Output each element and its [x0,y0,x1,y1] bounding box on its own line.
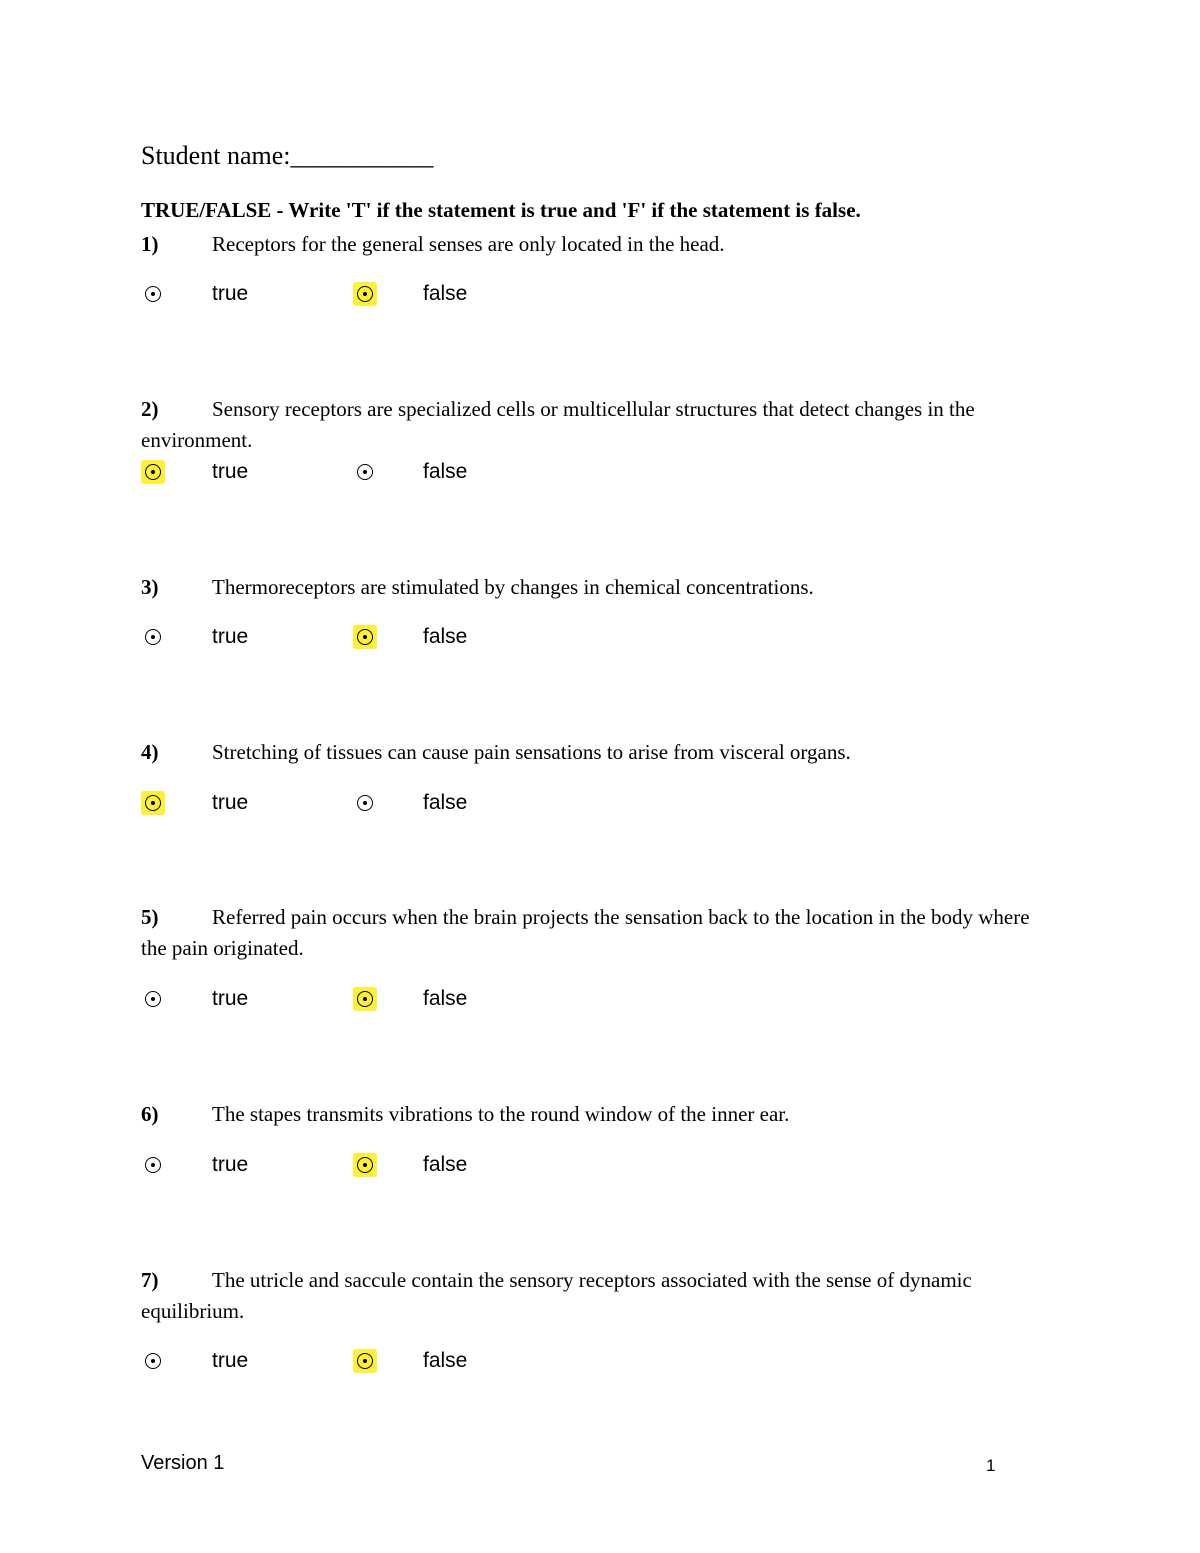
answer-options [141,1349,541,1379]
radio-dot-icon [151,1163,155,1167]
question-statement: Referred pain occurs when the brain projects the sensation back to the location in the body where the pain originated. [141,905,1030,960]
question-number: 3) [141,575,159,599]
radio-true[interactable] [141,625,165,649]
question-statement: Sensory receptors are specialized cells or multicellular structures that detect changes in the environment. [141,397,975,452]
radio-circle-icon [357,629,373,645]
question-number: 6) [141,1102,159,1126]
radio-false[interactable] [353,1153,377,1177]
question-statement: The stapes transmits vibrations to the round window of the inner ear. [212,1102,790,1126]
radio-circle-icon [145,1157,161,1173]
question-statement: Stretching of tissues can cause pain sensations to arise from visceral organs. [212,740,851,764]
answer-options [141,791,541,821]
question-number: 2) [141,397,159,421]
radio-circle-icon [145,795,161,811]
option-label-false: false [423,1349,468,1372]
question-statement: The utricle and saccule contain the sensory receptors associated with the sense of dynamic equilibrium. [141,1268,972,1323]
radio-false[interactable] [353,625,377,649]
radio-circle-icon [145,464,161,480]
option-label-true: true [212,1349,249,1372]
radio-dot-icon [151,635,155,639]
radio-dot-icon [363,1163,367,1167]
radio-false[interactable] [353,987,377,1011]
answer-options [141,987,541,1017]
page-number: 1 [986,1456,996,1475]
radio-circle-icon [357,1353,373,1369]
option-label-false: false [423,1153,468,1176]
question-text [141,394,1041,456]
question-text [141,902,1041,964]
question-number: 5) [141,905,159,929]
option-label-false: false [423,987,468,1010]
radio-dot-icon [363,1359,367,1363]
option-label-true: true [212,625,249,648]
radio-circle-icon [357,795,373,811]
radio-circle-icon [357,991,373,1007]
radio-true[interactable] [141,1349,165,1373]
radio-dot-icon [363,470,367,474]
footer-version: Version 1 [141,1452,225,1474]
question-number: 7) [141,1268,159,1292]
radio-circle-icon [145,629,161,645]
option-label-false: false [423,460,468,483]
radio-true[interactable] [141,1153,165,1177]
question-text [141,229,1041,260]
question-text [141,1265,1041,1327]
radio-dot-icon [363,635,367,639]
radio-false[interactable] [353,282,377,306]
option-label-false: false [423,625,468,648]
radio-dot-icon [363,997,367,1001]
question-text [141,737,1041,768]
option-label-true: true [212,791,249,814]
radio-true[interactable] [141,791,165,815]
radio-dot-icon [363,292,367,296]
question-statement: Receptors for the general senses are only located in the head. [212,232,725,256]
answer-options [141,282,541,312]
question-number: 4) [141,740,159,764]
radio-circle-icon [357,464,373,480]
radio-circle-icon [145,1353,161,1369]
option-label-true: true [212,460,249,483]
radio-circle-icon [145,991,161,1007]
question-text [141,572,1041,603]
option-label-false: false [423,282,468,305]
radio-dot-icon [151,292,155,296]
answer-options [141,460,541,490]
student-name-field: Student name:___________ [141,141,434,170]
radio-true[interactable] [141,987,165,1011]
answer-options [141,1153,541,1183]
question-statement: Thermoreceptors are stimulated by changes in chemical concentrations. [212,575,814,599]
question-number: 1) [141,232,159,256]
radio-dot-icon [151,801,155,805]
option-label-true: true [212,987,249,1010]
radio-dot-icon [151,470,155,474]
radio-false[interactable] [353,460,377,484]
radio-false[interactable] [353,791,377,815]
option-label-true: true [212,1153,249,1176]
option-label-false: false [423,791,468,814]
answer-options [141,625,541,655]
radio-false[interactable] [353,1349,377,1373]
question-text [141,1099,1041,1130]
radio-true[interactable] [141,460,165,484]
radio-circle-icon [357,1157,373,1173]
radio-true[interactable] [141,282,165,306]
radio-circle-icon [357,286,373,302]
radio-circle-icon [145,286,161,302]
option-label-true: true [212,282,249,305]
instructions-heading: TRUE/FALSE - Write 'T' if the statement is true and 'F' if the statement is false. [141,198,861,222]
radio-dot-icon [151,1359,155,1363]
radio-dot-icon [363,801,367,805]
radio-dot-icon [151,997,155,1001]
